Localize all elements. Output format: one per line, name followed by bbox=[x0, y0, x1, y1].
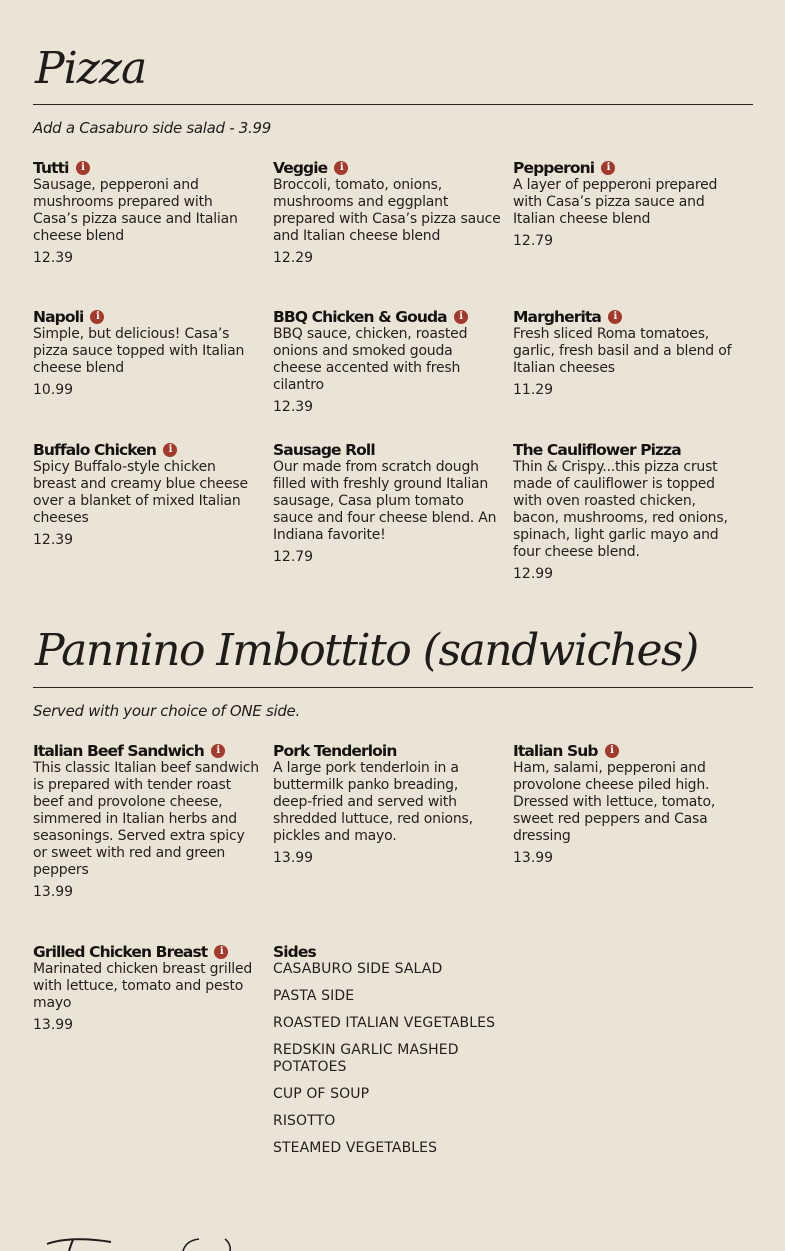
menu-item-italian-beef-sandwich[interactable] bbox=[33, 741, 261, 901]
item-description: Fresh sliced Roma tomatoes, garlic, fresh basil and a blend of Italian cheeses bbox=[513, 326, 732, 376]
menu-item-margherita[interactable] bbox=[513, 307, 741, 399]
item-name: Margherita bbox=[513, 307, 601, 326]
item-price: 12.99 bbox=[513, 566, 554, 582]
item-price: 12.79 bbox=[513, 233, 554, 249]
side-item: RISOTTO bbox=[273, 1113, 336, 1129]
menu-item-pepperoni[interactable] bbox=[513, 158, 741, 250]
sandwiches-divider bbox=[33, 687, 753, 688]
pizza-divider bbox=[33, 104, 753, 105]
side-item: CASABURO SIDE SALAD bbox=[273, 961, 443, 977]
sides-title: Sides bbox=[273, 942, 316, 961]
menu-item-sausage-roll[interactable] bbox=[273, 440, 501, 566]
sides-block bbox=[273, 942, 501, 1167]
menu-item-veggie[interactable] bbox=[273, 158, 501, 267]
item-price: 12.79 bbox=[273, 549, 314, 565]
item-name: Sausage Roll bbox=[273, 440, 375, 459]
side-item: CUP OF SOUP bbox=[273, 1086, 370, 1102]
info-icon[interactable]: i bbox=[163, 443, 177, 457]
info-icon[interactable]: i bbox=[454, 310, 468, 324]
info-icon[interactable]: i bbox=[608, 310, 622, 324]
menu-item-buffalo-chicken[interactable] bbox=[33, 440, 261, 549]
item-name: Tutti bbox=[33, 158, 69, 177]
item-price: 12.39 bbox=[273, 399, 314, 415]
side-item: STEAMED VEGETABLES bbox=[273, 1140, 438, 1156]
item-price: 12.29 bbox=[273, 250, 314, 266]
menu-item-grilled-chicken-breast[interactable] bbox=[33, 942, 261, 1034]
info-icon[interactable]: i bbox=[334, 161, 348, 175]
info-icon[interactable]: i bbox=[214, 945, 228, 959]
item-name: Buffalo Chicken bbox=[33, 440, 157, 459]
sandwiches-title: Pannino Imbottito (sandwiches) bbox=[35, 625, 698, 676]
item-name: Pepperoni bbox=[513, 158, 595, 177]
item-price: 11.29 bbox=[513, 382, 554, 398]
item-description: Marinated chicken breast grilled with lettuce, tomato and pesto mayo bbox=[33, 961, 253, 1011]
item-description: Our made from scratch dough filled with freshly ground Italian sausage, Casa plum tomato sauce and four cheese blend. An Indiana favorite! bbox=[273, 459, 497, 543]
next-section-title-partial bbox=[33, 1236, 253, 1251]
item-name: Veggie bbox=[273, 158, 328, 177]
item-description: Thin & Crispy...this pizza crust made of cauliflower is topped with oven roasted chicken, bacon, mushrooms, red onions, spinach, light garlic mayo and four cheese blend. bbox=[513, 459, 728, 560]
info-icon[interactable]: i bbox=[211, 744, 225, 758]
item-name: Pork Tenderloin bbox=[273, 741, 397, 760]
pizza-note: Add a Casaburo side salad - 3.99 bbox=[33, 119, 271, 137]
item-price: 12.39 bbox=[33, 250, 74, 266]
side-item: ROASTED ITALIAN VEGETABLES bbox=[273, 1015, 496, 1031]
item-price: 12.39 bbox=[33, 532, 74, 548]
item-name: Italian Beef Sandwich bbox=[33, 741, 204, 760]
sandwiches-note: Served with your choice of ONE side. bbox=[33, 702, 300, 720]
item-price: 13.99 bbox=[513, 850, 554, 866]
pizza-title: Pizza bbox=[35, 43, 147, 94]
info-icon[interactable]: i bbox=[605, 744, 619, 758]
item-price: 13.99 bbox=[33, 1017, 74, 1033]
item-description: Ham, salami, pepperoni and provolone cheese piled high. Dressed with lettuce, tomato, sweet red peppers and Casa dressing bbox=[513, 760, 716, 844]
menu-item-napoli[interactable] bbox=[33, 307, 261, 399]
item-description: Simple, but delicious! Casa’s pizza sauce topped with Italian cheese blend bbox=[33, 326, 245, 376]
item-description: BBQ sauce, chicken, roasted onions and smoked gouda cheese accented with fresh cilantro bbox=[273, 326, 468, 393]
item-name: Italian Sub bbox=[513, 741, 598, 760]
item-description: A large pork tenderloin in a buttermilk panko breading, deep-fried and served with shredded luttuce, red onions, pickles and mayo. bbox=[273, 760, 473, 844]
item-description: Sausage, pepperoni and mushrooms prepared with Casa’s pizza sauce and Italian cheese blend bbox=[33, 177, 238, 244]
item-price: 13.99 bbox=[273, 850, 314, 866]
item-description: Spicy Buffalo-style chicken breast and creamy blue cheese over a blanket of mixed Italian cheeses bbox=[33, 459, 248, 526]
item-description: A layer of pepperoni prepared with Casa’s pizza sauce and Italian cheese blend bbox=[513, 177, 718, 227]
item-name: BBQ Chicken & Gouda bbox=[273, 307, 447, 326]
sides-list bbox=[273, 961, 501, 1157]
menu-item-pork-tenderloin[interactable] bbox=[273, 741, 501, 867]
item-name: The Cauliflower Pizza bbox=[513, 440, 681, 459]
side-item: PASTA SIDE bbox=[273, 988, 355, 1004]
side-item: REDSKIN GARLIC MASHED POTATOES bbox=[273, 1042, 459, 1075]
menu-item-italian-sub[interactable] bbox=[513, 741, 741, 867]
menu-item-bbq-chicken-gouda[interactable] bbox=[273, 307, 501, 416]
item-name: Napoli bbox=[33, 307, 84, 326]
menu-item-tutti[interactable] bbox=[33, 158, 261, 267]
item-description: Broccoli, tomato, onions, mushrooms and eggplant prepared with Casa’s pizza sauce and Italian cheese blend bbox=[273, 177, 501, 244]
item-description: This classic Italian beef sandwich is prepared with tender roast beef and provolone cheese, simmered in Italian herbs and seasonings. Served extra spicy or sweet with red and green peppers bbox=[33, 760, 259, 878]
info-icon[interactable]: i bbox=[601, 161, 615, 175]
menu-item-cauliflower-pizza[interactable] bbox=[513, 440, 741, 583]
item-price: 13.99 bbox=[33, 884, 74, 900]
info-icon[interactable]: i bbox=[90, 310, 104, 324]
info-icon[interactable]: i bbox=[76, 161, 90, 175]
item-price: 10.99 bbox=[33, 382, 74, 398]
item-name: Grilled Chicken Breast bbox=[33, 942, 208, 961]
